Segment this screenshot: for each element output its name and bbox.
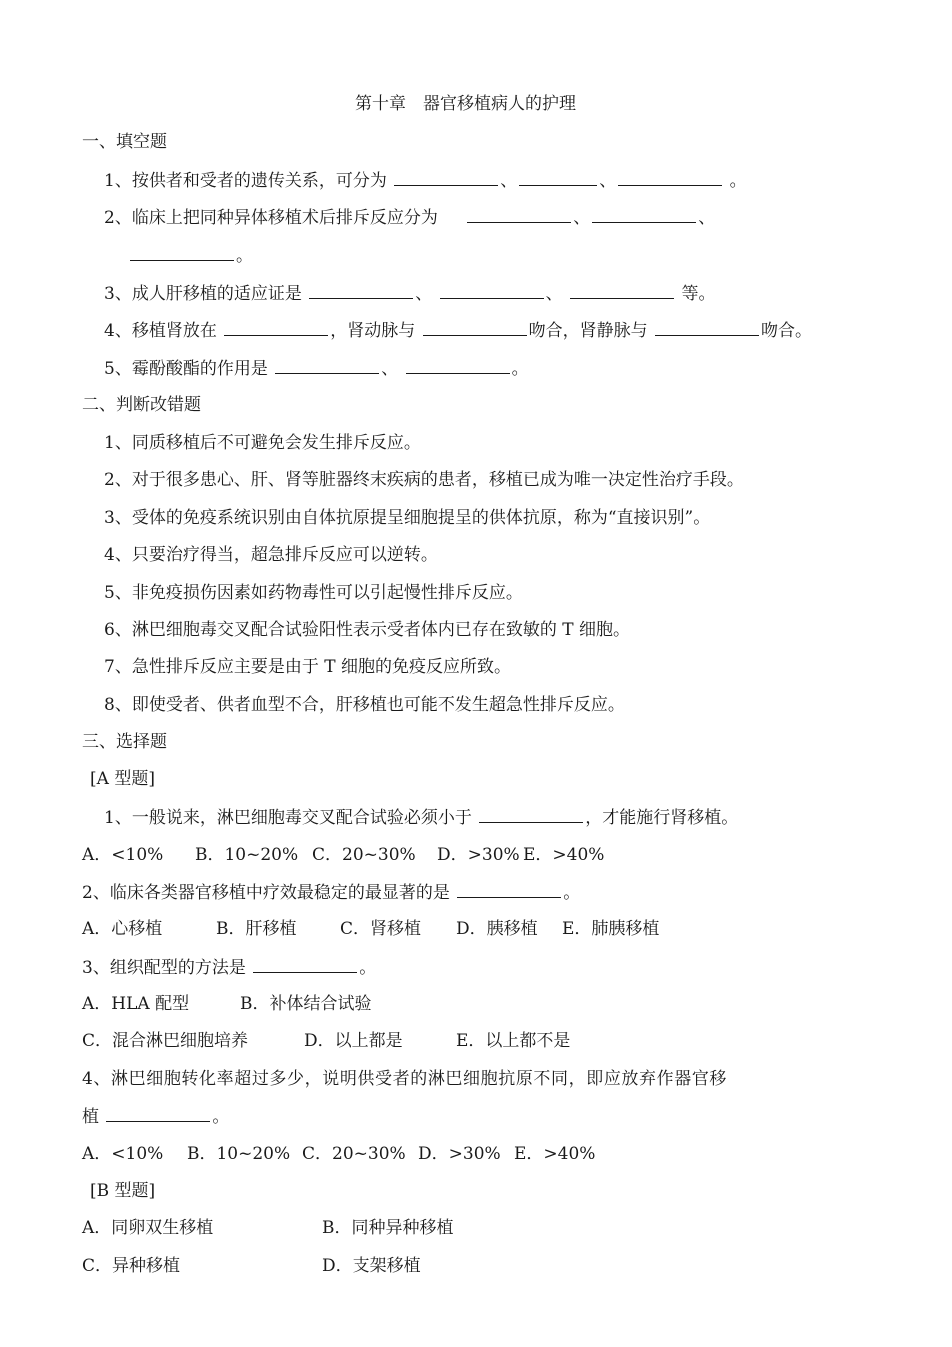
option[interactable]: A．<10% xyxy=(82,845,164,865)
option[interactable]: D．>30% xyxy=(437,845,520,865)
answer-blank[interactable] xyxy=(224,319,328,336)
option[interactable]: E．肺胰移植 xyxy=(562,919,660,939)
true-false-item: 7、急性排斥反应主要是由于 T 细胞的免疫反应所致。 xyxy=(104,657,511,677)
option[interactable]: B．10~20% xyxy=(195,845,299,865)
answer-blank[interactable] xyxy=(275,357,379,374)
option[interactable]: C．20~30% xyxy=(302,1144,406,1164)
question-end: 。 xyxy=(511,359,529,379)
answer-blank[interactable] xyxy=(106,1105,210,1122)
fill-question-3 xyxy=(104,282,715,305)
option[interactable]: C．混合淋巴细胞培养 xyxy=(82,1031,249,1051)
answer-blank[interactable] xyxy=(457,881,561,898)
question-text: 1、一般说来，淋巴细胞毒交叉配合试验必须小于 xyxy=(104,808,472,828)
question-end: 。 xyxy=(212,1107,230,1127)
answer-blank[interactable] xyxy=(655,319,759,336)
separator: 、 xyxy=(698,208,716,228)
option[interactable]: E．>40% xyxy=(514,1144,596,1164)
question-end: 。 xyxy=(729,171,747,191)
option[interactable]: B．10~20% xyxy=(187,1144,291,1164)
answer-blank[interactable] xyxy=(394,169,498,186)
option[interactable]: D．以上都是 xyxy=(304,1031,403,1051)
a-type-label: [A 型题] xyxy=(90,769,155,789)
question-end: 。 xyxy=(236,246,253,266)
question-text: 2、临床各类器官移植中疗效最稳定的最显著的是 xyxy=(82,883,450,903)
separator: 、 xyxy=(545,284,563,304)
option[interactable]: D．>30% xyxy=(418,1144,501,1164)
question-text: 吻合，肾静脉与 xyxy=(528,321,648,341)
option[interactable]: D．支架移植 xyxy=(322,1256,421,1276)
answer-blank[interactable] xyxy=(406,357,510,374)
fill-question-5 xyxy=(104,357,529,380)
question-text: ，肾动脉与 xyxy=(330,321,416,341)
separator: 、 xyxy=(599,171,617,191)
question-text: 3、组织配型的方法是 xyxy=(82,958,246,978)
option[interactable]: A．心移植 xyxy=(82,919,163,939)
choice-question-3 xyxy=(82,956,376,979)
fill-question-2 xyxy=(104,206,715,229)
section-heading-multiple-choice: 三、选择题 xyxy=(82,732,167,752)
choice-question-2 xyxy=(82,881,580,904)
option[interactable]: D．胰移植 xyxy=(456,919,538,939)
answer-blank[interactable] xyxy=(309,282,413,299)
separator: 、 xyxy=(415,284,433,304)
question-end: 吻合。 xyxy=(761,321,813,341)
true-false-item: 8、即使受者、供者血型不合，肝移植也可能不发生超急性排斥反应。 xyxy=(104,695,625,715)
true-false-item: 3、受体的免疫系统识别由自体抗原提呈细胞提呈的供体抗原，称为“直接识别”。 xyxy=(104,508,711,528)
answer-blank[interactable] xyxy=(570,282,674,299)
option[interactable]: E．以上都不是 xyxy=(456,1031,571,1051)
answer-blank[interactable] xyxy=(592,206,696,223)
question-end: 。 xyxy=(359,958,377,978)
answer-blank[interactable] xyxy=(130,244,234,261)
choice-question-4: 4、淋巴细胞转化率超过多少，说明供受者的淋巴细胞抗原不同，即应放弃作器官移 xyxy=(82,1069,728,1089)
choice-question-4-continued xyxy=(82,1105,229,1128)
question-text: 植 xyxy=(82,1107,99,1127)
question-end: 。 xyxy=(563,883,581,903)
true-false-item: 2、对于很多患心、肝、肾等脏器终末疾病的患者，移植已成为唯一决定性治疗手段。 xyxy=(104,470,744,490)
choice-question-1 xyxy=(104,806,738,829)
answer-blank[interactable] xyxy=(479,806,583,823)
answer-blank[interactable] xyxy=(519,169,597,186)
option[interactable]: A．同卵双生移植 xyxy=(82,1218,214,1238)
question-text: 1、按供者和受者的遗传关系，可分为 xyxy=(104,171,387,191)
answer-blank[interactable] xyxy=(253,956,357,973)
option[interactable]: C．异种移植 xyxy=(82,1256,181,1276)
question-text: 5、霉酚酸酯的作用是 xyxy=(104,359,268,379)
b-type-label: [B 型题] xyxy=(90,1181,156,1201)
option[interactable]: A．<10% xyxy=(82,1144,164,1164)
answer-blank[interactable] xyxy=(423,319,527,336)
option[interactable]: C．20~30% xyxy=(312,845,416,865)
fill-question-2-continued xyxy=(128,244,253,267)
option[interactable]: B．同种异种移植 xyxy=(322,1218,454,1238)
answer-blank[interactable] xyxy=(467,206,571,223)
separator: 、 xyxy=(381,359,399,379)
question-text: 2、临床上把同种异体移植术后排斥反应分为 xyxy=(104,208,438,228)
question-end: 等。 xyxy=(681,284,716,304)
true-false-item: 1、同质移植后不可避免会发生排斥反应。 xyxy=(104,433,421,453)
true-false-item: 5、非免疫损伤因素如药物毒性可以引起慢性排斥反应。 xyxy=(104,583,523,603)
page-title: 第十章 器官移植病人的护理 xyxy=(355,94,576,114)
true-false-item: 6、淋巴细胞毒交叉配合试验阳性表示受者体内已存在致敏的 T 细胞。 xyxy=(104,620,630,640)
separator: 、 xyxy=(573,208,591,228)
option[interactable]: E．>40% xyxy=(523,845,605,865)
true-false-item: 4、只要治疗得当，超急排斥反应可以逆转。 xyxy=(104,545,438,565)
question-text: 4、移植肾放在 xyxy=(104,321,217,341)
question-end: ，才能施行肾移植。 xyxy=(585,808,739,828)
option[interactable]: B．补体结合试验 xyxy=(240,994,372,1014)
fill-question-1 xyxy=(104,169,747,192)
section-heading-true-false: 二、判断改错题 xyxy=(82,395,201,415)
answer-blank[interactable] xyxy=(618,169,722,186)
option[interactable]: A．HLA 配型 xyxy=(82,994,190,1014)
separator: 、 xyxy=(500,171,518,191)
fill-question-4 xyxy=(104,319,812,342)
option[interactable]: B．肝移植 xyxy=(216,919,297,939)
option[interactable]: C．肾移植 xyxy=(340,919,422,939)
answer-blank[interactable] xyxy=(440,282,544,299)
section-heading-fill-blank: 一、填空题 xyxy=(82,132,167,152)
question-text: 3、成人肝移植的适应证是 xyxy=(104,284,302,304)
